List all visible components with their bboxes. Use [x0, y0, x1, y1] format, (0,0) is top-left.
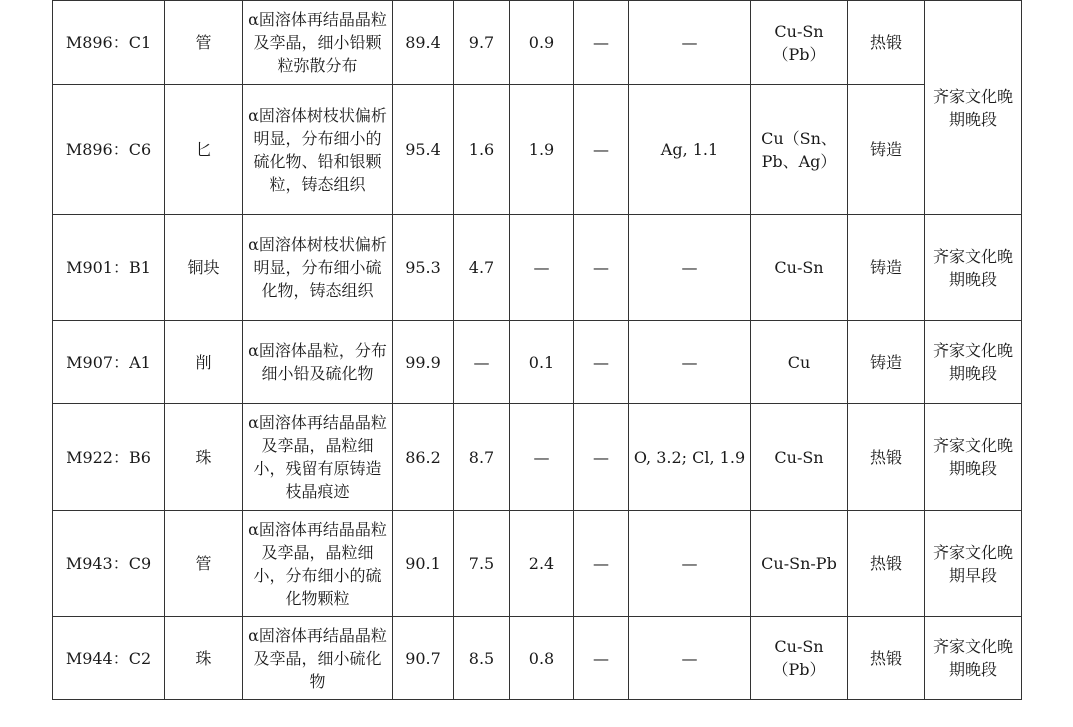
pb-cell: 0.1	[510, 321, 574, 404]
sn-cell: 1.6	[454, 85, 510, 215]
technique-cell: 热锻	[848, 617, 925, 700]
sample-id-cell: M901：B1	[53, 215, 165, 321]
cu-cell: 99.9	[393, 321, 454, 404]
other1-cell: —	[574, 321, 629, 404]
sn-cell: 7.5	[454, 511, 510, 617]
other1-cell: —	[574, 85, 629, 215]
structure-cell: α固溶体再结晶晶粒及孪晶，晶粒细小，残留有原铸造枝晶痕迹	[243, 404, 393, 511]
other1-cell: —	[574, 215, 629, 321]
table-row	[53, 1, 1022, 85]
material-cell: Cu（Sn、Pb、Ag）	[751, 85, 848, 215]
material-cell: Cu-Sn（Pb）	[751, 617, 848, 700]
cu-cell: 90.7	[393, 617, 454, 700]
other1-cell: —	[574, 404, 629, 511]
pb-cell: 0.8	[510, 617, 574, 700]
sample-id-cell: M944：C2	[53, 617, 165, 700]
table-row	[53, 321, 1022, 404]
pb-cell: 2.4	[510, 511, 574, 617]
structure-cell: α固溶体树枝状偏析明显，分布细小的硫化物、铅和银颗粒，铸态组织	[243, 85, 393, 215]
sample-id-cell: M922：B6	[53, 404, 165, 511]
structure-cell: α固溶体晶粒，分布细小铅及硫化物	[243, 321, 393, 404]
other2-cell: —	[629, 617, 751, 700]
structure-cell: α固溶体树枝状偏析明显，分布细小硫化物，铸态组织	[243, 215, 393, 321]
table-row	[53, 85, 1022, 215]
material-cell: Cu-Sn	[751, 404, 848, 511]
object-cell: 管	[165, 511, 243, 617]
technique-cell: 铸造	[848, 85, 925, 215]
period-cell: 齐家文化晚期晚段	[925, 617, 1022, 700]
structure-cell: α固溶体再结晶晶粒及孪晶，晶粒细小，分布细小的硫化物颗粒	[243, 511, 393, 617]
table-row	[53, 404, 1022, 511]
period-cell: 齐家文化晚期晚段	[925, 404, 1022, 511]
sn-cell: 8.5	[454, 617, 510, 700]
object-cell: 铜块	[165, 215, 243, 321]
cu-cell: 90.1	[393, 511, 454, 617]
structure-cell: α固溶体再结晶晶粒及孪晶，细小铅颗粒弥散分布	[243, 1, 393, 85]
period-cell: 齐家文化晚期晚段	[925, 1, 1022, 215]
table-row	[53, 617, 1022, 700]
object-cell: 珠	[165, 404, 243, 511]
pb-cell: —	[510, 404, 574, 511]
technique-cell: 热锻	[848, 404, 925, 511]
pb-cell: 0.9	[510, 1, 574, 85]
technique-cell: 热锻	[848, 511, 925, 617]
cu-cell: 89.4	[393, 1, 454, 85]
other1-cell: —	[574, 617, 629, 700]
sn-cell: 4.7	[454, 215, 510, 321]
sn-cell: 9.7	[454, 1, 510, 85]
sample-id-cell: M896：C1	[53, 1, 165, 85]
material-cell: Cu-Sn	[751, 215, 848, 321]
other1-cell: —	[574, 511, 629, 617]
object-cell: 削	[165, 321, 243, 404]
pb-cell: —	[510, 215, 574, 321]
object-cell: 珠	[165, 617, 243, 700]
cu-cell: 86.2	[393, 404, 454, 511]
results-table	[52, 0, 1022, 700]
other2-cell: —	[629, 511, 751, 617]
technique-cell: 铸造	[848, 321, 925, 404]
other2-cell: O, 3.2; Cl, 1.9	[629, 404, 751, 511]
period-cell: 齐家文化晚期晚段	[925, 215, 1022, 321]
sample-id-cell: M943：C9	[53, 511, 165, 617]
cu-cell: 95.4	[393, 85, 454, 215]
sn-cell: 8.7	[454, 404, 510, 511]
object-cell: 管	[165, 1, 243, 85]
table-row	[53, 215, 1022, 321]
table-row	[53, 511, 1022, 617]
pb-cell: 1.9	[510, 85, 574, 215]
material-cell: Cu	[751, 321, 848, 404]
other2-cell: —	[629, 1, 751, 85]
sample-id-cell: M907：A1	[53, 321, 165, 404]
period-cell: 齐家文化晚期早段	[925, 511, 1022, 617]
other2-cell: —	[629, 321, 751, 404]
period-cell: 齐家文化晚期晚段	[925, 321, 1022, 404]
technique-cell: 热锻	[848, 1, 925, 85]
material-cell: Cu-Sn（Pb）	[751, 1, 848, 85]
material-cell: Cu-Sn-Pb	[751, 511, 848, 617]
structure-cell: α固溶体再结晶晶粒及孪晶，细小硫化物	[243, 617, 393, 700]
sample-id-cell: M896：C6	[53, 85, 165, 215]
other1-cell: —	[574, 1, 629, 85]
other2-cell: Ag, 1.1	[629, 85, 751, 215]
cu-cell: 95.3	[393, 215, 454, 321]
technique-cell: 铸造	[848, 215, 925, 321]
other2-cell: —	[629, 215, 751, 321]
object-cell: 匕	[165, 85, 243, 215]
sn-cell: —	[454, 321, 510, 404]
